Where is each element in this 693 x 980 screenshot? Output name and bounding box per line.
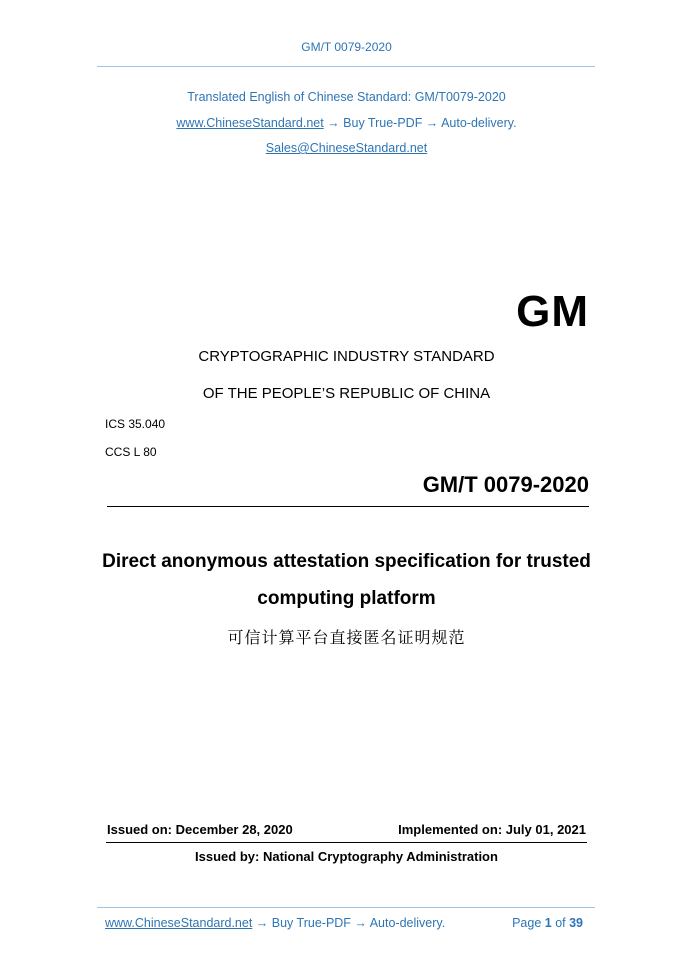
sales-line	[0, 141, 693, 155]
implementation-date: Implemented on: July 01, 2021	[398, 822, 586, 837]
issue-date: Issued on: December 28, 2020	[107, 822, 293, 837]
translation-notice: Translated English of Chinese Standard: GM/T0079-2020	[187, 90, 506, 104]
page-indicator	[512, 916, 583, 930]
dates-divider	[106, 842, 587, 843]
issuing-authority: Issued by: National Cryptography Administration	[195, 849, 498, 864]
page-total: 39	[569, 916, 583, 930]
chinese-title: 可信计算平台直接匿名证明规范	[227, 628, 466, 647]
page-of-label: of	[551, 916, 570, 930]
sales-email-link[interactable]: Sales@ChineseStandard.net	[265, 141, 428, 155]
page-number: 1	[544, 916, 552, 930]
running-header: GM/T 0079-2020	[301, 40, 392, 54]
purchase-line	[0, 116, 693, 130]
footer-promo	[105, 916, 445, 930]
footer-promo-text: → Buy True-PDF → Auto-delivery.	[252, 916, 446, 930]
standard-mark: GM	[516, 287, 589, 336]
header-divider	[97, 66, 595, 67]
ccs-code: CCS L 80	[105, 445, 157, 459]
english-title-line2: computing platform	[257, 588, 436, 609]
title-divider	[107, 506, 589, 507]
purchase-text: → Buy True-PDF → Auto-delivery.	[323, 116, 517, 130]
english-title-line1: Direct anonymous attestation specification for trusted	[102, 551, 591, 572]
issuing-category-line2: OF THE PEOPLE’S REPUBLIC OF CHINA	[202, 385, 491, 402]
issuing-category-line1: CRYPTOGRAPHIC INDUSTRY STANDARD	[198, 348, 495, 365]
page-label: Page	[512, 916, 545, 930]
standard-number: GM/T 0079-2020	[422, 472, 589, 497]
footer-website-link[interactable]: www.ChineseStandard.net	[105, 916, 253, 930]
footer-divider	[97, 907, 595, 908]
ics-code: ICS 35.040	[105, 417, 166, 431]
website-link[interactable]: www.ChineseStandard.net	[176, 116, 324, 130]
